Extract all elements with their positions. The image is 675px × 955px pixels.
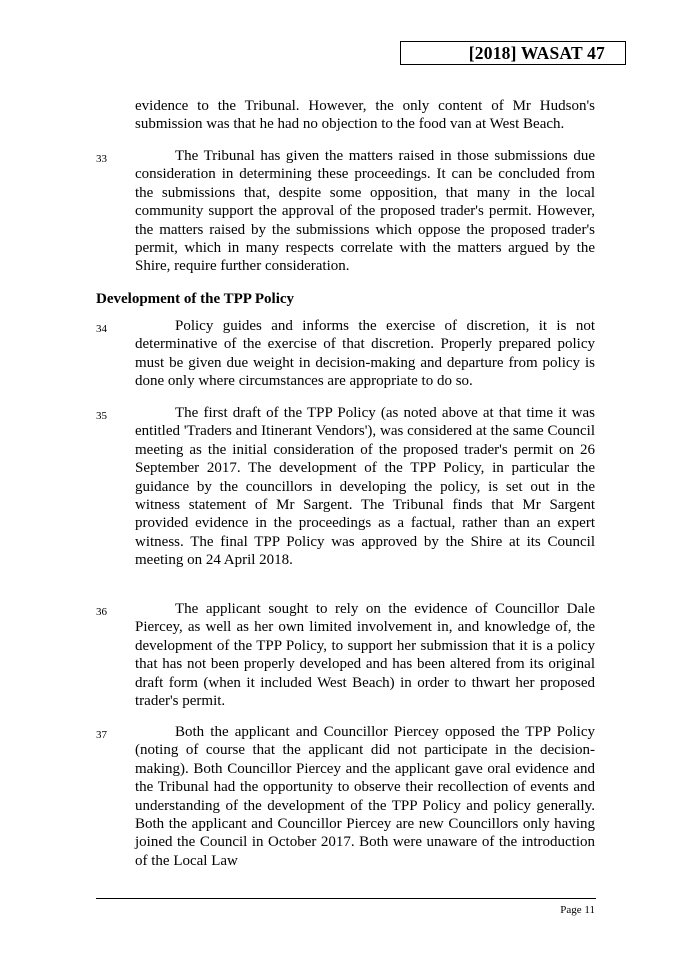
paragraph-text: Policy guides and informs the exercise of discretion, it is not determinative of the exercise of that discretion. Properly prepared policy must be given due weight in decision-making and departure from policy is done only where circumstances are appropriate to do so. — [135, 318, 595, 390]
paragraph-text: Both the applicant and Councillor Piercey opposed the TPP Policy (noting of course that the applicant did not participate in the decision-making). Both Councillor Piercey and the applicant gave oral evidence and the Tribunal had the opportunity to observe their recollection of events and understanding of the development of the TPP Policy and policy generally. Both the applicant and Councillor Piercey are new Councillors only having joined the Council in October 2017. Both were unaware of the introduction of the Local Law — [135, 724, 595, 869]
section-heading: Development of the TPP Policy — [96, 291, 295, 307]
paragraph-number: 37 — [96, 729, 107, 741]
paragraph-number: 35 — [96, 410, 107, 422]
paragraph-33 — [135, 147, 595, 276]
paragraph-number: 34 — [96, 323, 107, 335]
paragraph-37 — [135, 723, 595, 870]
case-citation-box — [400, 41, 626, 65]
paragraph-number: 36 — [96, 606, 107, 618]
paragraph-36 — [135, 600, 595, 710]
case-citation: [2018] WASAT 47 — [468, 43, 605, 63]
paragraph-text: evidence to the Tribunal. However, the only content of Mr Hudson's submission was that he had no objection to the food van at West Beach. — [135, 98, 595, 133]
paragraph-text: The Tribunal has given the matters raised in those submissions due consideration in determining these proceedings. It can be concluded from the submissions that, despite some opposition, that many in the local community support the approval of the proposed trader's permit. However, the matters raised by the submissions which oppose the proposed trader's permit, which in many respects correlate with the matters argued by the Shire, require further consideration. — [135, 148, 595, 275]
page-number: Page 11 — [560, 904, 595, 916]
paragraph-35 — [135, 404, 595, 570]
paragraph-text: The applicant sought to rely on the evidence of Councillor Dale Piercey, as well as her own limited involvement in, and knowledge of, the development of the TPP Policy, to support her submission that it is a policy that has not been properly developed and has been altered from its original draft form (when it included West Beach) in order to thwart her proposed trader's permit. — [135, 601, 595, 710]
paragraph-number: 33 — [96, 153, 107, 165]
paragraph-text: The first draft of the TPP Policy (as noted above at that time it was entitled 'Traders and Itinerant Vendors'), was considered at the same Council meeting as the initial consideration of the proposed trader's permit on 26 September 2017. The development of the TPP Policy, in particular the guidance by the councillors in developing the policy, is set out in the witness statement of Mr Sargent. The Tribunal finds that Mr Sargent provided evidence in the proceedings as a factual, rather than an expert witness. The final TPP Policy was approved by the Shire at its Council meeting on 24 April 2018. — [135, 405, 595, 569]
footer-divider — [96, 898, 596, 899]
paragraph-continuation — [135, 97, 595, 134]
paragraph-34 — [135, 317, 595, 391]
